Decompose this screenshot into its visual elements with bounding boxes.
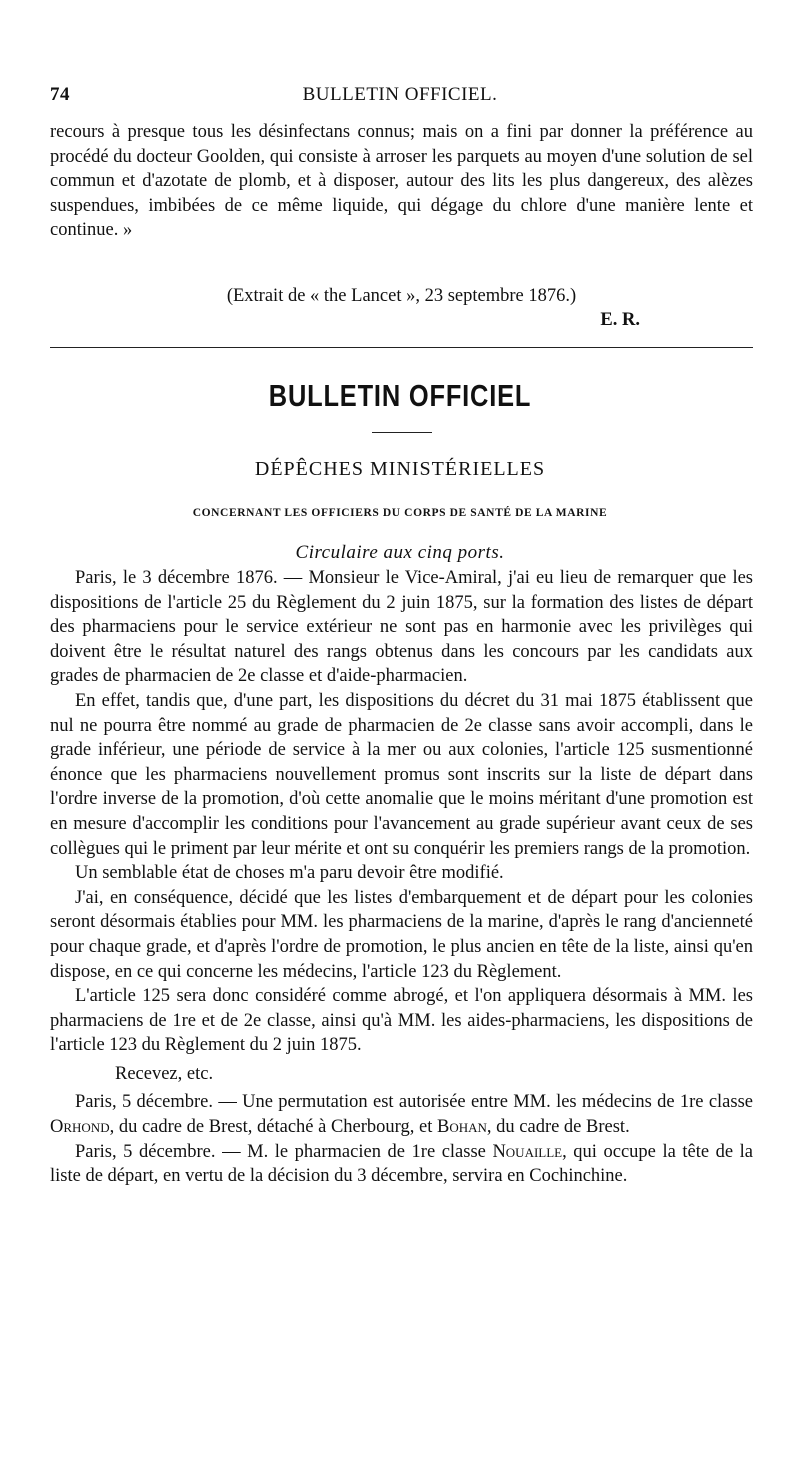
main-text-block xyxy=(50,566,753,1189)
paragraph-1: Paris, le 3 décembre 1876. — Monsieur le Vice-Amiral, j'ai eu lieu de remarquer que les dispositions de l'article 25 du Règlement du 2 juin 1875, sur la formation des listes de départ des pharmaciens pour le service extérieur ne sont pas en harmonie avec les privilèges qui doivent être le résultat naturel des rangs obtenus dans les concours par les candidats aux grades de pharmacien de 2e classe et d'aide-pharmacien. xyxy=(50,568,753,687)
paragraph-7-text-a: Paris, 5 décembre. — M. le pharmacien de 1re classe xyxy=(75,1141,493,1162)
closing-formula: Recevez, etc. xyxy=(115,1063,214,1084)
author-initials: E. R. xyxy=(600,310,640,330)
person-name-bohan: Bohan xyxy=(436,1117,487,1138)
circular-title: Circulaire aux cinq ports. xyxy=(295,542,505,563)
paragraph-4: J'ai, en conséquence, décidé que les listes d'embarquement et de départ pour les colonies seront désormais établies pour MM. les pharmaciens de la marine, d'après le rang d'ancienneté pour chaque grade, et d'après l'ordre de promotion, le plus ancien en tête de la liste, ainsi qu'en dispose, en ce qui concerne les médecins, l'article 123 du Règlement. xyxy=(50,887,753,982)
paragraph-7 xyxy=(50,1140,753,1189)
continuation-paragraph: recours à presque tous les désinfectans connus; mais on a fini par donner la préférence au procédé du docteur Goolden, qui consiste à arroser les parquets au moyen d'une solution de sel commun et d'azotate de plomb, et à disposer, autour des lits les plus dangereux, des alèzes suspendues, imbibées de ce même liquide, qui dégage du chlore d'une manière lente et continue. » xyxy=(50,122,753,241)
continuation-text-block xyxy=(50,120,753,243)
section-title: DÉPÊCHES MINISTÉRIELLES xyxy=(254,458,546,480)
paragraph-5: L'article 125 sera donc considéré comme abrogé, et l'on appliquera désormais à MM. les pharmaciens de 1re et de 2e classe, ainsi qu'à MM. les aides-pharmaciens, les dispositions de l'article 123 du Règlement du 2 juin 1875. xyxy=(50,986,753,1056)
page-number: 74 xyxy=(50,84,70,105)
paragraph-6-text-c: , du cadre de Brest. xyxy=(486,1117,630,1138)
running-header xyxy=(50,84,750,114)
paragraph-7-text-b: , qui occupe la tête de la liste de départ, en vertu de la décision du 3 décembre, servira en Cochinchine. xyxy=(50,1141,753,1187)
section-divider xyxy=(50,347,753,348)
title-rule xyxy=(372,432,432,433)
person-name-nouaille: Nouaille xyxy=(492,1141,563,1162)
source-citation: (Extrait de « the Lancet », 23 septembre 1876.) xyxy=(226,286,577,306)
paragraph-6-text-b: , du cadre de Brest, détaché à Cherbourg, et xyxy=(109,1117,437,1138)
section-subheading: CONCERNANT LES OFFICIERS DU CORPS DE SANTÉ DE LA MARINE xyxy=(192,507,608,519)
paragraph-2: En effet, tandis que, d'une part, les dispositions du décret du 31 mai 1875 établissent que nul ne pourra être nommé au grade de pharmacien de 2e classe sans avoir accompli, dans le grade inférieur, une période de service à la mer ou aux colonies, l'article 125 susmentionné énonce que les pharmaciens nouvellement promus sont inscrits sur la liste de départ dans l'ordre inverse de la promotion, d'où cette anomalie que le moins méritant d'une promotion est en mesure d'accomplir les conditions pour l'avancement au grade supérieur avant ceux de ses collègues qui le priment par leur mérite et ont su conquérir les premiers rangs de la promotion. xyxy=(50,690,753,859)
bulletin-title: BULLETIN OFFICIEL xyxy=(268,378,532,413)
person-name-orhond: Orhond xyxy=(50,1117,110,1138)
paragraph-6-text-a: Paris, 5 décembre. — Une permutation est autorisée entre MM. les médecins de 1re classe xyxy=(75,1092,753,1113)
paragraph-3: Un semblable état de choses m'a paru devoir être modifié. xyxy=(75,863,504,884)
running-title: BULLETIN OFFICIEL. xyxy=(302,84,498,105)
paragraph-6 xyxy=(50,1090,753,1139)
